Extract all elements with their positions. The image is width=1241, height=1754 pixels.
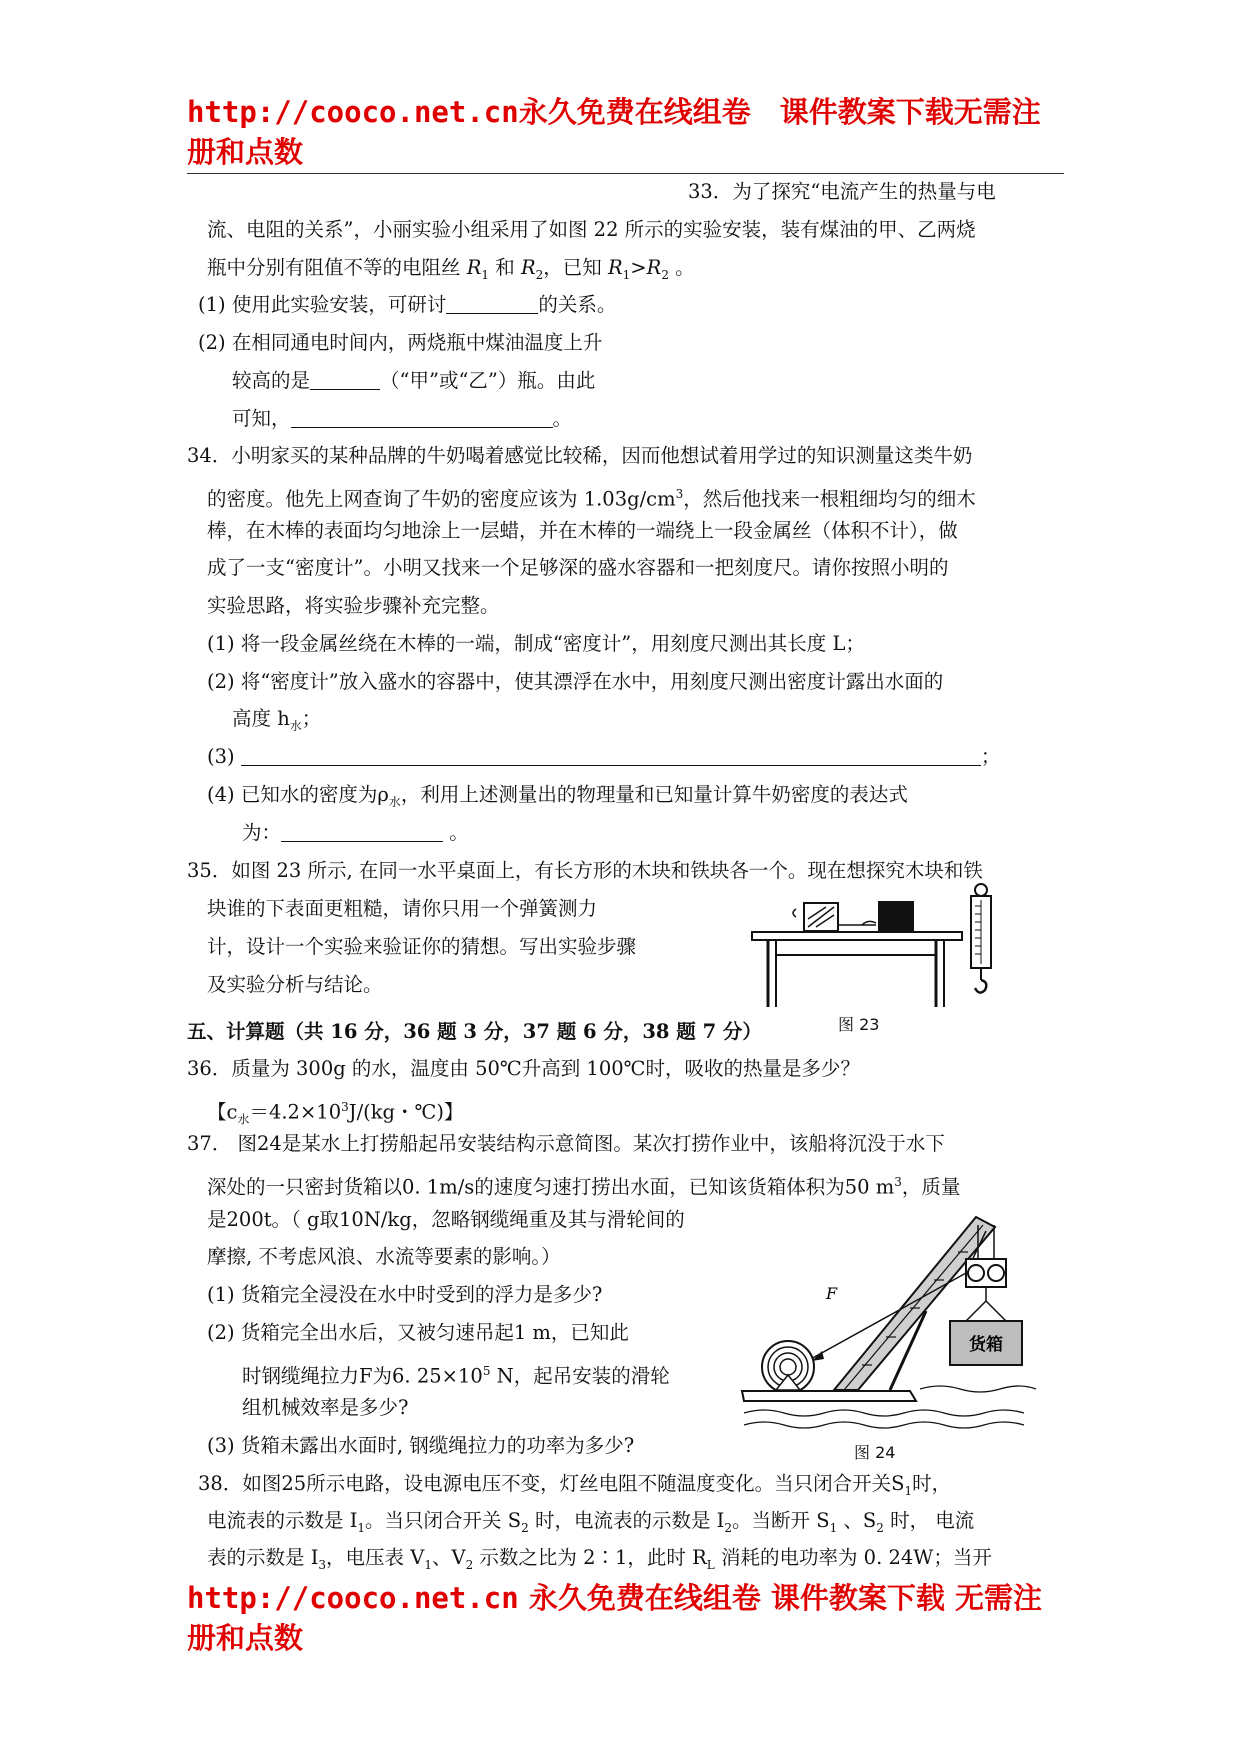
q34-line-5: 实验思路，将实验步骤补充完整。 <box>207 594 500 617</box>
q33-step-1: (1) 使用此实验安装，可研讨 的关系。 <box>198 293 617 316</box>
q37-step-2b: 时钢缆绳拉力F为6. $25\times 10^5$ N，起吊安装的滑轮 <box>242 1364 670 1388</box>
footer-url[interactable]: http://cooco.net.cn <box>187 1581 519 1615</box>
footer-text-2: 册和点数 <box>187 1621 304 1655</box>
q34-step-3: (3) ； <box>207 745 1001 768</box>
q36-line-2: 【$c_水=4.2\times 10^3J/(kg$・℃)】 <box>207 1100 464 1127</box>
q34-step-2b: 高度 $h_水$； <box>232 707 322 733</box>
answer-blank[interactable] <box>291 407 553 428</box>
header-banner[interactable] <box>187 92 1067 172</box>
spring-scale <box>965 882 997 996</box>
q37-step-2: (2) 货箱完全出水后，又被匀速吊起1 m，已知此 <box>207 1321 629 1344</box>
q37-step-3: (3) 货箱未露出水面时, 钢缆绳拉力的功率为多少? <box>207 1434 635 1457</box>
q34-line-2: 的密度。他先上网查询了牛奶的密度应该为 $1.03g/cm^3$，然后他找来一根粗细均匀的细木 <box>207 487 976 511</box>
q33-step-2b: 较高的是 （“甲”或“乙”）瓶。由此 <box>232 369 596 392</box>
q34-step-2: (2) 将“密度计”放入盛水的容器中，使其漂浮在水中，用刻度尺测出密度计露出水面的 <box>207 670 944 693</box>
q34-line-3: 棒，在木棒的表面均匀地涂上一层蜡，并在木棒的一端绕上一段金属丝（体积不计），做 <box>207 519 958 542</box>
q37-line-1: 37． 图24是某水上打捞船起吊安装结构示意简图。某次打捞作业中，该船将沉没于水下 <box>187 1132 945 1155</box>
header-url[interactable]: http://cooco.net.cn <box>187 95 519 129</box>
q33-line-1: 33．为了探究“电流产生的热量与电 <box>688 180 996 203</box>
q34-line-4: 成了一支“密度计”。小明又找来一个足够深的盛水容器和一把刻度尺。请你按照小明的 <box>207 556 949 579</box>
figure-24-crane <box>740 1215 1040 1430</box>
q38-line-2: 电流表的示数是 $I_1$。当只闭合开关 $S_2$ 时，电流表的示数是 $I_2$。当断开 $S_1$ 、$S_2$ 时， 电流 <box>207 1509 975 1535</box>
q38-line-3: 表的示数是 $I_3$，电压表 $V_1$、$V_2$ 示数之比为 2∶1，此时 $R_L$ 消耗的电功率为 0. 24W；当开 <box>207 1546 992 1572</box>
q34-step-4b: 为： 。 <box>242 821 469 844</box>
q33-line-2: 流、电阻的关系”，小丽实验小组采用了如图 22 所示的实验安装，装有煤油的甲、乙两烧 <box>207 218 976 241</box>
footer-banner[interactable] <box>187 1578 1087 1658</box>
answer-blank[interactable] <box>446 293 538 314</box>
figure-23-caption: 图 23 <box>838 1015 880 1034</box>
section-5-title: 五、计算题（共 16 分，36 题 3 分，37 题 6 分，38 题 7 分） <box>187 1020 762 1043</box>
header-divider <box>187 173 1064 174</box>
q37-line-2: 深处的一只密封货箱以0. 1m/s的速度匀速打捞出水面，已知该货箱体积为50 $m^3$，质量 <box>207 1175 961 1199</box>
q35-line-3: 计，设计一个实验来验证你的猜想。写出实验步骤 <box>207 935 637 958</box>
q37-step-1: (1) 货箱完全浸没在水中时受到的浮力是多少? <box>207 1283 603 1306</box>
q35-line-4: 及实验分析与结论。 <box>207 973 383 996</box>
answer-blank[interactable] <box>310 369 380 390</box>
q38-line-1: 38．如图25所示电路，设电源电压不变，灯丝电阻不随温度变化。当只闭合开关$S_1$时， <box>198 1472 952 1498</box>
force-label: F <box>826 1284 838 1303</box>
q35-line-1: 35．如图 23 所示, 在同一水平桌面上，有长方形的木块和铁块各一个。现在想探究木块和铁 <box>187 859 983 882</box>
header-text-2: 册和点数 <box>187 135 304 169</box>
q33-step-2c: 可知， 。 <box>232 407 573 430</box>
q36-line-1: 36．质量为 300g 的水，温度由 50℃升高到 100℃时，吸收的热量是多少？ <box>187 1057 860 1080</box>
answer-blank[interactable] <box>281 821 443 842</box>
q33-step-2: (2) 在相同通电时间内，两烧瓶中煤油温度上升 <box>198 331 603 354</box>
figure-23-table <box>750 895 970 1010</box>
footer-text: 永久免费在线组卷 课件教案下载 无需注 <box>518 1581 1043 1615</box>
q33-line-3: 瓶中分别有阻值不等的电阻丝 $R_1$ 和 $R_2$，已知 $R_1>R_2$ 。 <box>207 256 695 282</box>
q35-line-2: 块谁的下表面更粗糙，请你只用一个弹簧测力 <box>207 897 598 920</box>
header-text: 永久免费在线组卷 课件教案下载无需注 <box>518 95 1041 129</box>
answer-blank[interactable] <box>241 745 981 766</box>
figure-24-caption: 图 24 <box>854 1443 896 1462</box>
q34-step-1: (1) 将一段金属丝绕在木棒的一端，制成“密度计”，用刻度尺测出其长度 L； <box>207 632 865 655</box>
q34-line-1: 34．小明家买的某种品牌的牛奶喝着感觉比较稀，因而他想试着用学过的知识测量这类牛奶 <box>187 444 973 467</box>
cargo-box-label: 货箱 <box>969 1335 1003 1355</box>
q34-step-4: (4) 已知水的密度为$\rho_水$，利用上述测量出的物理量和已知量计算牛奶密度的表达式 <box>207 783 908 809</box>
q37-step-2c: 组机械效率是多少? <box>242 1396 409 1419</box>
q37-line-3: 是200t。（ g取10N/kg，忽略钢缆绳重及其与滑轮间的 <box>207 1208 685 1231</box>
q37-line-4: 摩擦, 不考虑风浪、水流等要素的影响。） <box>207 1245 561 1268</box>
